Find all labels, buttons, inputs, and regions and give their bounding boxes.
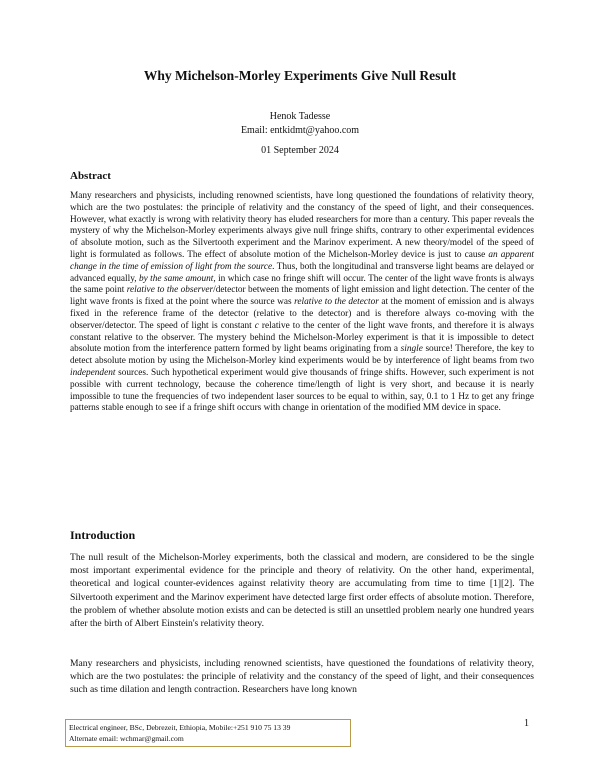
introduction-paragraph-2: Many researchers and physicists, including renowned scientists, have questioned the foundations of relativity theory, which are the two postulates: the principle of relativity and the constancy of the speed of light, and their consequences such as time dilation and length contraction. Researchers have long known: [70, 658, 534, 696]
abstract-heading: Abstract: [70, 170, 111, 182]
author-footnote: [65, 719, 351, 747]
abstract-emphasis: an apparent change in the time of emission of light from the source: [70, 249, 534, 272]
publication-date: 01 September 2024: [261, 145, 339, 156]
abstract-emphasis: c: [254, 320, 259, 331]
abstract-text: Many researchers and physicists, including renowned scientists, have long questioned the foundations of relativity theory, which are the two postulates: the principle of relativity and the constancy of the speed of light, and their consequences. However, what exactly is wrong with relativity theory has eluded researchers for more than a century. This paper reveals the mystery of why the Michelson-Morley experiments always give null fringe shifts, contrary to other experimental evidences of absolute motion, such as the Silvertooth experiment and the Marinov experiment. A new theory/model of the speed of light is formulated as follows. The effect of absolute motion of the Michelson-Morley device is just to cause: [70, 191, 534, 260]
author-block: [0, 110, 600, 138]
footnote-alternate-email: Alternate email: wchmar@gmail.com: [69, 733, 184, 743]
abstract-text: , in which case no fringe shift will occur. The center of the light wave fronts is always the same point: [70, 273, 534, 296]
page-number: 1: [524, 718, 529, 729]
abstract-emphasis: relative to the observer: [126, 285, 214, 296]
author-email: Email: entkidmt@yahoo.com: [240, 125, 360, 136]
abstract-text: at the moment of emission and is always fixed in the reference frame of the detector (relative to the detector) and is therefore always co-moving with the observer/detector. The speed of light is constant: [70, 297, 534, 331]
abstract-text: sources. Such hypothetical experiment would give thousands of fringe shifts. However, such experiment is not possible with current technology, because the coherence time/length of light is very short, and because it is nearly impossible to tune the frequencies of two independent laser sources to be equal to within, say, 0.1 to 1 Hz to get any fringe patterns stable enough to see if a fringe shift occurs with change in orientation of the modified MM device in space.: [70, 367, 534, 414]
introduction-heading: Introduction: [70, 528, 136, 542]
abstract-emphasis: independent: [70, 367, 116, 378]
abstract-text: relative to the center of the light wave fronts, and therefore it is always constant relative to the observer. The mystery behind the Michelson-Morley experiment is that it is impossible to detect absolute motion from the interference pattern formed by light beams originating from a: [70, 320, 534, 355]
abstract-text: . Thus, both the longitudinal and transverse light beams are delayed or advanced equally,: [70, 261, 534, 284]
abstract-text: source! Therefore, the key to detect absolute motion by using the Michelson-Morley kind experiments would be by interference of light beams from two: [70, 344, 534, 367]
introduction-paragraph-1: The null result of the Michelson-Morley experiments, both the classical and modern, are considered to be the single most important experimental evidence for the principle and theory of relativity. On the other hand, experimental, theoretical and logical counter-evidences against relativity theory are accumulating from time to time [1][2]. The Silvertooth experiment and the Marinov experiment have detected large first order effects of absolute motion. Therefore, the problem of whether absolute motion exists and can be detected is still an unsettled problem nearly one hundred years after the birth of Albert Einstein's relativity theory.: [70, 552, 534, 630]
abstract-emphasis: relative to the detector: [294, 297, 379, 308]
abstract-body: [70, 191, 534, 415]
footnote-affiliation: Electrical engineer, BSc, Debrezeit, Ethiopia, Mobile:+251 910 75 13 39: [69, 723, 291, 732]
author-name: Henok Tadesse: [269, 111, 331, 122]
abstract-emphasis: by the same amount: [139, 273, 214, 284]
abstract-emphasis: single: [400, 344, 423, 355]
abstract-text: /detector between the moments of light emission and light detection. The center of the light wave fronts is fixed at the point where the source was: [70, 285, 534, 308]
paper-title: Why Michelson-Morley Experiments Give Null Result: [143, 68, 457, 83]
